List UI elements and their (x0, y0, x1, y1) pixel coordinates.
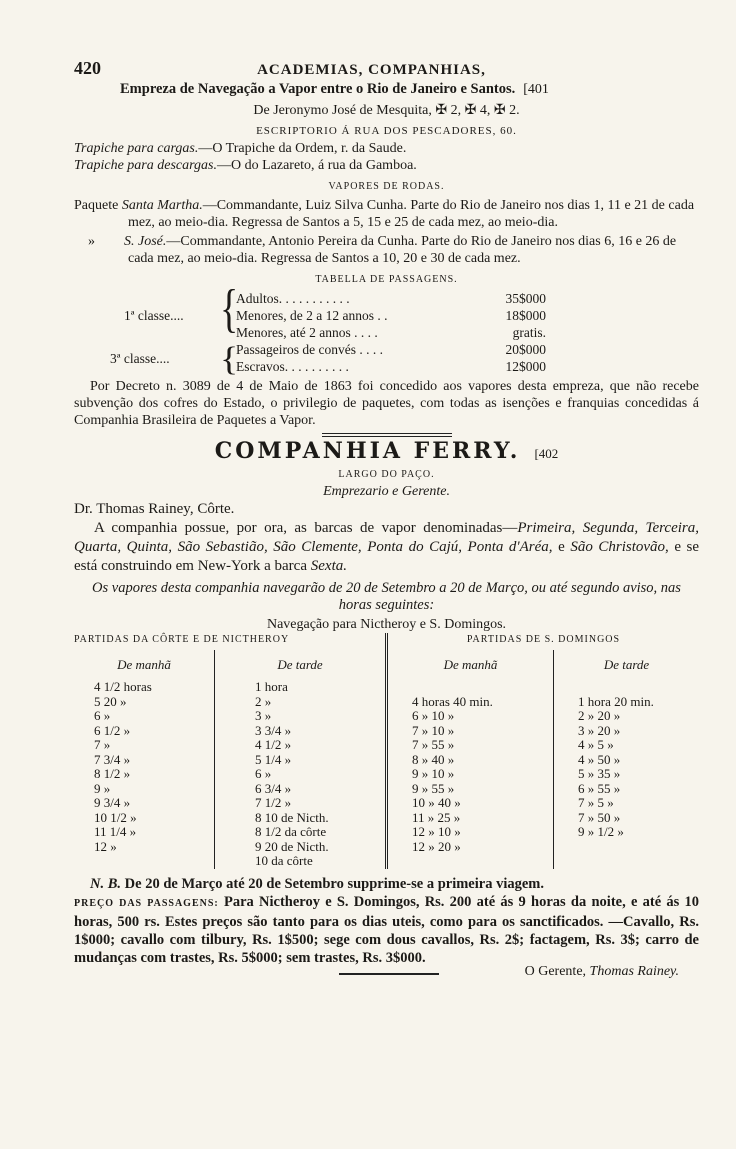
signature: O Gerente, Thomas Rainey. (524, 963, 679, 979)
section-divider (322, 433, 452, 437)
ferry-location: LARGO DO PAÇO. (338, 469, 435, 480)
fare-row: Adultos. . . . . . . . . . . 35$000 (236, 291, 546, 306)
col-domingos-manha: De manhã (387, 650, 554, 681)
ferry-title: COMPANHIA FERRY. (214, 438, 521, 464)
fare-row: Menores, até 2 annos . . . . gratis. (236, 325, 546, 340)
classe1-label: 1ª classe.... (124, 308, 184, 323)
section-title: Empreza de Navegação a Vapor entre o Rio de Janeiro e Santos. (120, 81, 516, 97)
from-domingos-heading: PARTIDAS DE S. DOMINGOS (466, 634, 621, 645)
document-page (74, 60, 699, 980)
boats-paragraph: A companhia possue, por ora, as barcas de vapor denominadas—Primeira, Segunda, Terceira, Quarta, Quinta, São Sebastião, São Clemente, Ponta do Cajú, Ponta d'Aréa, e São Christovão, e se está construindo em New-York a barca Sexta. (74, 520, 700, 574)
schedule-note: Os vapores desta companhia navegarão de 20 de Setembro a 20 de Março, ou até segundo aviso, nas horas seguintes: (92, 580, 681, 613)
nb-note: N. B. De 20 de Março até 20 de Setembro supprime-se a primeira viagem. (90, 875, 544, 892)
page-number: 420 (74, 58, 101, 78)
fare-list (236, 290, 546, 375)
brace-1: { (220, 279, 239, 339)
running-header (74, 60, 699, 79)
ferry-manager: Dr. Thomas Rainey, Côrte. (74, 501, 235, 517)
trapiche-descargas: Trapiche para descargas.—O do Lazareto, á rua da Gamboa. (74, 158, 417, 173)
trapiche-cargas: Trapiche para cargas.—O Trapiche da Ordem, r. da Saude. (74, 141, 407, 156)
ferry-ref: [402 (534, 446, 559, 461)
vapores-heading: VAPORES DE RODAS. (328, 181, 445, 192)
ferry-title-row (74, 438, 699, 464)
brace-2: { (220, 340, 239, 378)
col-corte-manha: De manhã (74, 650, 215, 681)
domingos-manha-list: 4 horas 40 min. 6 » 10 » 7 » 10 » 7 » 55 » 8 » 40 » 9 » 10 » 9 » 55 » 10 » 40 » 11 » 25 » 12 » 10 » 12 » 20 » (387, 680, 554, 869)
section-ref: [401 (523, 82, 549, 97)
prices-paragraph: PREÇO DAS PASSAGENS: Para Nictheroy e S. Domingos, Rs. 200 até ás 9 horas da noite, e até ás 10 horas, 500 rs. Estes preços são tanto para os dias uteis, como para os sanctificados. —Cavallo, Rs. 1$000; cavallo com tilbury, Rs. 1$500; sege com dous cavallos, Rs. 2$; factagem, Rs. 3$; carro de mudanças com trastes, Rs. 5$000; sem trastes, Rs. 3$000. (74, 893, 700, 966)
corte-manha-list: 4 1/2 horas 5 20 » 6 » 6 1/2 » 7 » 7 3/4 » 8 1/2 » 9 » 9 3/4 » 10 1/2 » 11 1/4 » 12 » (74, 680, 215, 869)
director-line: De Jeronymo José de Mesquita, ✠ 2, ✠ 4, ✠ 2. (253, 103, 520, 118)
from-corte-heading: PARTIDAS DA CÔRTE E DE NICTHEROY (74, 633, 387, 650)
ferry-role: Emprezario e Gerente. (323, 484, 450, 499)
fare-row: Escravos. . . . . . . . . . 12$000 (236, 359, 546, 374)
office-address: ESCRIPTORIO Á RUA DOS PESCADORES, 60. (256, 125, 517, 137)
paquete-santa-martha: Paquete Santa Martha.—Commandante, Luiz Silva Cunha. Parte do Rio de Janeiro nos dias 1, 11 e 21 de cada mez, ao meio-dia. Regressa de Santos a 5, 15 e 25 de cada mez, ao meio-dia. (74, 198, 695, 230)
nav-heading: Navegação para Nictheroy e S. Domingos. (266, 617, 507, 632)
col-corte-tarde: De tarde (215, 650, 387, 681)
running-title: ACADEMIAS, COMPANHIAS, (257, 62, 486, 78)
domingos-tarde-list: 1 hora 20 min. 2 » 20 » 3 » 20 » 4 » 5 » 4 » 50 » 5 » 35 » 6 » 55 » 7 » 5 » 7 » 50 » 9 » 1/2 » (578, 693, 654, 839)
decree-paragraph: Por Decreto n. 3089 de 4 de Maio de 1863 foi concedido aos vapores desta empreza, que não recebe subvenção dos cofres do Estado, o privilegio de paquetes, com todas as isenções e franquias concedidas á Companhia Brasileira de Paquetes a Vapor. (74, 379, 699, 428)
fare-row: Passageiros de convés . . . . 20$000 (236, 342, 546, 357)
timetable (74, 633, 699, 869)
col-domingos-tarde: De tarde (603, 656, 650, 672)
fare-row: Menores, de 2 a 12 annos . . 18$000 (236, 308, 546, 323)
paquete-sao-jose: » S. José.—Commandante, Antonio Pereira da Cunha. Parte do Rio de Janeiro nos dias 6, 16 e 26 de cada mez, ao meio-dia. Regressa de Santos a 10, 20 e 30 de cada mez. (88, 234, 677, 266)
corte-tarde-list: 1 hora 2 » 3 » 3 3/4 » 4 1/2 » 5 1/4 » 6 » 6 3/4 » 7 1/2 » 8 10 de Nicth. 8 1/2 da côrte 9 20 de Nicth. 10 da côrte (215, 680, 387, 869)
section-title-row (74, 81, 699, 98)
tabella-heading: TABELLA DE PASSAGENS. (315, 274, 458, 285)
classe3-label: 3ª classe.... (110, 351, 170, 366)
